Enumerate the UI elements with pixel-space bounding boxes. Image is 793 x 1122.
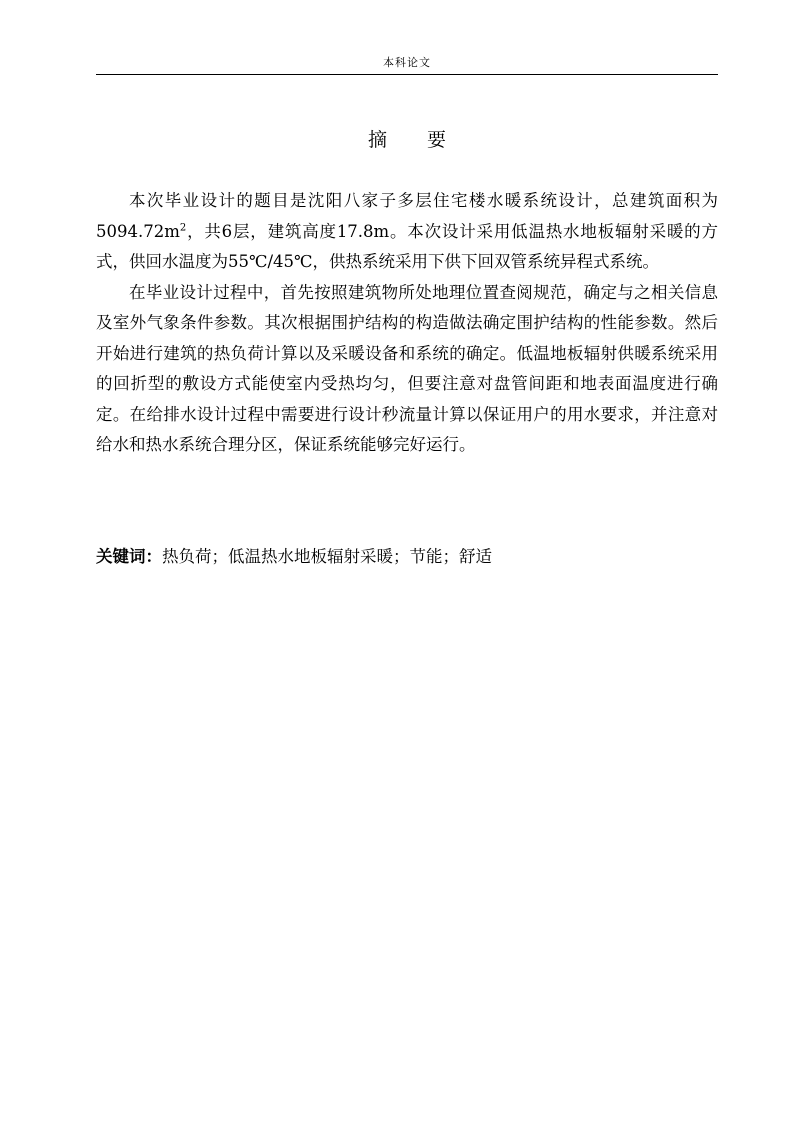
abstract-paragraph-1-text-a: 本次毕业设计的题目是沈阳八家子多层住宅楼水暖系统设计，总建筑面积为5094.72m — [96, 191, 718, 241]
abstract-paragraph-2: 在毕业设计过程中，首先按照建筑物所处地理位置查阅规范，确定与之相关信息及室外气象条件参数。其次根据围护结构的构造做法确定围护结构的性能参数。然后开始进行建筑的热负荷计算以及采暖设备和系统的确定。低温地板辐射供暖系统采用的回折型的敷设方式能使室内受热均匀，但要注意对盘管间距和地表面温度进行确定。在给排水设计过程中需要进行设计秒流量计算以保证用户的用水要求，并注意对给水和热水系统合理分区，保证系统能够完好运行。 — [96, 282, 718, 454]
abstract-body — [96, 186, 718, 461]
abstract-title: 摘要 — [367, 129, 486, 151]
keywords-line — [96, 542, 718, 572]
keywords-label: 关键词： — [96, 547, 162, 566]
header-rule — [96, 74, 718, 75]
area-unit-superscript: 2 — [179, 222, 187, 233]
abstract-paragraph-1 — [96, 186, 718, 278]
running-header: 本科论文 — [383, 56, 431, 69]
abstract-paragraph-1-text-b: ，共6层，建筑高度17.8m。本次设计采用低温热水地板辐射采暖的方式，供回水温度为55℃/45℃，供热系统采用下供下回双管系统异程式系统。 — [96, 221, 718, 271]
keywords-value: 热负荷；低温热水地板辐射采暖；节能；舒适 — [162, 547, 492, 566]
